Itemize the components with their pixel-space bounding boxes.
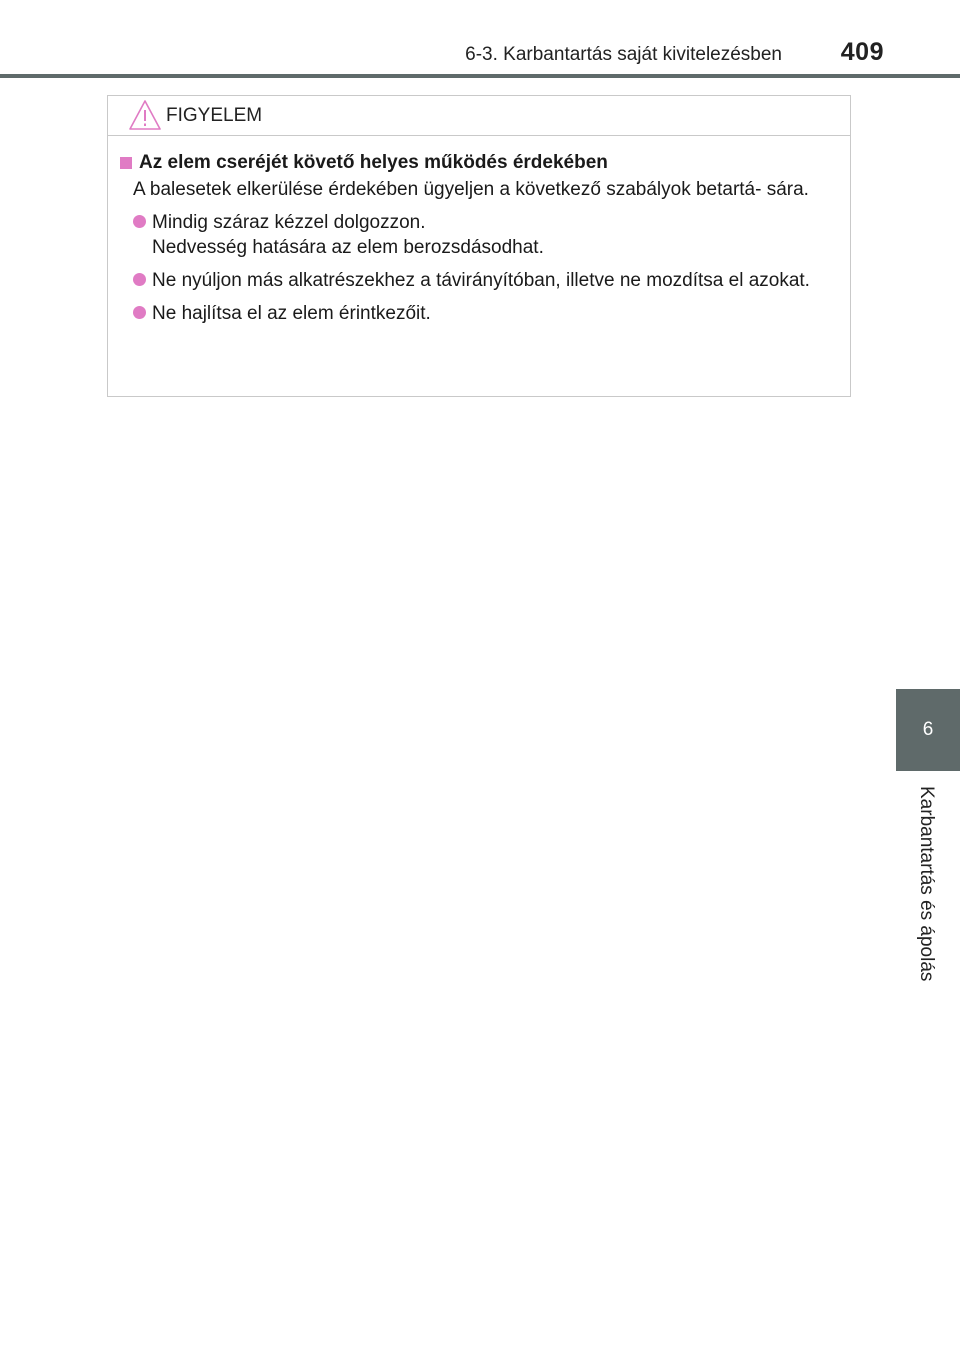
list-item-text: Ne hajlítsa el az elem érintkezőit. [152, 303, 431, 324]
list-item-text: Mindig száraz kézzel dolgozzon. [152, 212, 426, 233]
chapter-number: 6 [922, 719, 934, 740]
warning-heading [120, 150, 840, 175]
section-title: 6-3. Karbantartás saját kivitelezésben [465, 44, 782, 65]
bullet-dot-icon [133, 273, 146, 286]
list-item [120, 301, 840, 326]
warning-body [108, 136, 850, 326]
warning-box [107, 95, 851, 397]
bullet-dot-icon [133, 306, 146, 319]
list-item [120, 210, 840, 260]
page-number: 409 [840, 38, 884, 66]
list-item-subtext: Nedvesség hatására az elem berozsdásodhat. [152, 237, 544, 258]
list-item-text: Ne nyúljon más alkatrészekhez a távirányítóban, illetve ne mozdítsa el azokat. [152, 270, 810, 291]
warning-heading-text: Az elem cseréjét követő helyes működés érdekében [139, 152, 608, 173]
warning-list [120, 210, 840, 326]
chapter-tab [896, 689, 960, 771]
warning-intro: A balesetek elkerülése érdekében ügyeljen a következő szabályok betartá- sára. [133, 179, 809, 200]
header-rule [0, 74, 960, 78]
chapter-title: Karbantartás és ápolás [916, 786, 937, 982]
warning-label: FIGYELEM [166, 105, 263, 126]
bullet-dot-icon [133, 215, 146, 228]
warning-triangle-icon [128, 98, 162, 132]
square-bullet-icon [120, 157, 132, 169]
warning-header [108, 96, 850, 136]
list-item [120, 268, 840, 293]
